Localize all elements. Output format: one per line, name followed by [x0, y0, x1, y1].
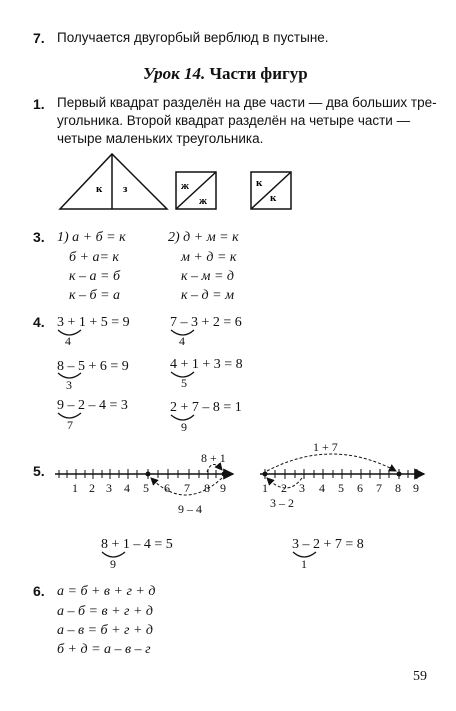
square2-label-top: к — [256, 177, 263, 189]
item-7-text: Получается двугорбый верблюд в пустыне. — [57, 30, 329, 45]
ex4-right-under-1: 4 — [179, 334, 185, 348]
lesson-name: Части фигур — [209, 64, 308, 83]
ex3-left-2: б + а= к — [69, 250, 119, 265]
ex5-right-bottom-label: 3 – 2 — [270, 496, 294, 510]
ex3-right-3: к – м = д — [181, 269, 235, 284]
ex6-line-3: а – в = б + г + д — [57, 623, 154, 638]
ex4-left-expr-1: 3 + 1 + 5 = 9 — [57, 315, 130, 330]
ex5-eq-right-under: 1 — [301, 557, 307, 571]
ex4-right-expr-3: 2 + 7 – 8 = 1 — [170, 400, 242, 415]
ex6-number: 6. — [33, 583, 45, 599]
ex3-left-4: к – б = а — [69, 288, 121, 303]
right-tick-label: 4 — [319, 481, 325, 495]
ex4-right-expr-2: 4 + 1 + 3 = 8 — [170, 357, 243, 372]
left-tick-label: 5 — [143, 481, 149, 495]
left-tick-label: 7 — [184, 481, 190, 495]
ex4-left-under-2: 3 — [66, 378, 72, 392]
right-tick-label: 6 — [357, 481, 363, 495]
ex5-arc — [102, 552, 125, 557]
ex4-right-expr-1: 7 – 3 + 2 = 6 — [170, 315, 242, 330]
left-tick-label: 6 — [164, 481, 170, 495]
ex4-right-under-3: 9 — [181, 420, 187, 434]
left-tick-label: 2 — [89, 481, 95, 495]
square1-label-top: ж — [181, 180, 189, 192]
ex5-right-top-label: 1 + 7 — [313, 440, 338, 454]
ex3-right-1: 2) д + м = к — [168, 230, 239, 245]
page-number: 59 — [413, 669, 427, 684]
ex5-eq-left-under: 9 — [110, 557, 116, 571]
ex3-left-3: к – а = б — [69, 269, 121, 284]
right-tick-label: 8 — [395, 481, 401, 495]
ex4-left-under-1: 4 — [65, 334, 71, 348]
left-tick-label: 4 — [124, 481, 130, 495]
right-tick-label: 1 — [262, 481, 268, 495]
right-tick-label: 2 — [281, 481, 287, 495]
triangle-label-left: к — [96, 183, 103, 195]
ex1-line-2: угольника. Второй квадрат разделён на четыре части — — [57, 113, 411, 128]
left-tick-label: 9 — [220, 481, 226, 495]
lesson-prefix: Урок 14. — [143, 64, 206, 83]
ex5-left-top-label: 8 + 1 — [201, 451, 226, 465]
ex5-eq-left: 8 + 1 – 4 = 5 — [101, 537, 173, 552]
square2-label-bottom: к — [270, 192, 277, 204]
square1-label-bottom: ж — [199, 195, 207, 207]
right-tick-label: 3 — [299, 481, 305, 495]
ex3-right-2: м + д = к — [181, 250, 237, 265]
ex6-line-4: б + д = а – в – г — [57, 642, 151, 657]
ex5-number: 5. — [33, 463, 45, 479]
ex1-line-3: четыре маленьких треугольника. — [57, 131, 264, 146]
right-tick-label: 7 — [376, 481, 382, 495]
ex5-arc — [293, 552, 316, 557]
left-tick-label: 8 — [204, 481, 210, 495]
ex4-right-under-2: 5 — [181, 376, 187, 390]
ex4-left-under-3: 7 — [67, 418, 73, 432]
left-tick-label: 3 — [106, 481, 112, 495]
ex3-right-4: к – д = м — [181, 288, 235, 303]
ex1-number: 1. — [33, 96, 45, 112]
ex5-eq-right: 3 – 2 + 7 = 8 — [292, 537, 364, 552]
right-tick-label: 5 — [338, 481, 344, 495]
right-tick-label: 9 — [413, 481, 419, 495]
ex4-number: 4. — [33, 314, 45, 330]
ex3-number: 3. — [33, 229, 45, 245]
ex1-line-1: Первый квадрат разделён на две части — два больших тре- — [57, 95, 437, 110]
ex4-left-expr-2: 8 – 5 + 6 = 9 — [57, 359, 129, 374]
ex3-left-1: 1) а + б = к — [57, 230, 126, 245]
item-7-number: 7. — [33, 30, 45, 46]
left-tick-label: 1 — [72, 481, 78, 495]
ex4-left-expr-3: 9 – 2 – 4 = 3 — [57, 398, 128, 413]
ex6-line-1: а = б + в + г + д — [57, 584, 156, 599]
ex5-left-bottom-label: 9 – 4 — [178, 502, 202, 516]
triangle-label-right: з — [123, 183, 128, 195]
ex6-line-2: а – б = в + г + д — [57, 604, 154, 619]
